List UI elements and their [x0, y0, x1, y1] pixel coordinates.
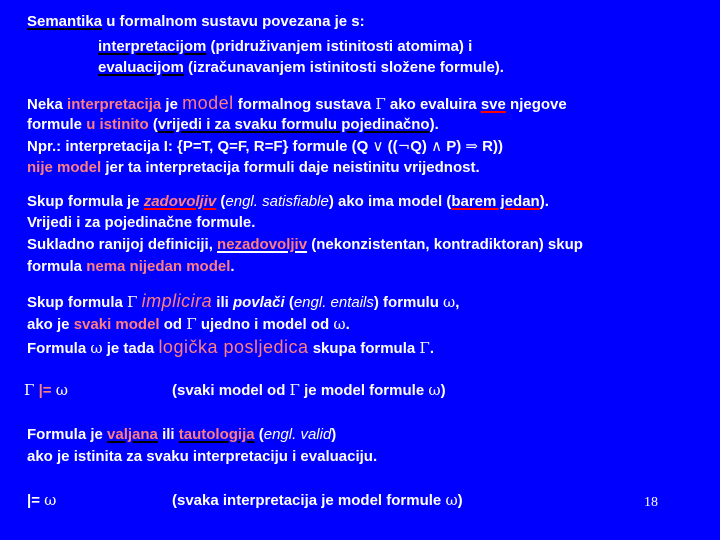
model-definition-line-2: formule u istinito (vrijedi i za svaku formulu pojedinačno).: [27, 116, 439, 133]
not-symbol: ¬: [397, 137, 411, 155]
semantics-heading-line: Semantika u formalnom sustavu povezana je s:: [27, 13, 365, 30]
logical-consequence-line: Formula ω je tada logička posljedica skupa formula Γ.: [27, 337, 434, 357]
interpretation-line: interpretacijom (pridruživanjem istinitosti atomima) i: [98, 38, 473, 55]
implies-symbol: ⇒: [465, 137, 478, 155]
term-sve: sve: [480, 96, 506, 113]
page-number: 18: [644, 495, 658, 510]
term-barem-jedan: barem jedan: [451, 193, 540, 210]
term-zadovoljiv: zadovoljiv: [143, 193, 217, 210]
term-semantika: Semantika: [27, 13, 103, 30]
term-nezadovoljiv: nezadovoljiv: [217, 236, 308, 253]
example-line: Npr.: interpretacija I: {P=T, Q=F, R=F} formule (Q ∨ ((¬Q) ∧ P) ⇒ R)): [27, 137, 503, 155]
unsatisfiable-line: Sukladno ranijoj definiciji, nezadovoljiv (nekonzistentan, kontradiktoran) skup: [27, 236, 583, 253]
term-evaluacijom: evaluacijom: [98, 59, 184, 76]
term-valjana: valjana: [107, 426, 158, 443]
model-definition-line-1: Neka interpretacija je model formalnog sustava Γ ako evaluira sve njegove: [27, 93, 567, 113]
true-for-all-line: ako je istinita za svaku interpretaciju i evaluaciju.: [27, 448, 378, 465]
not-model-line: nije model jer ta interpretacija formuli daje neistinitu vrijednost.: [27, 159, 480, 176]
every-model-line: ako je svaki model od Γ ujedno i model od ω.: [27, 315, 350, 333]
or-symbol: ∨: [372, 137, 384, 155]
term-interpretacijom: interpretacijom: [98, 38, 207, 55]
implies-line: Skup formula Γ implicira ili povlači (engl. entails) formulu ω,: [27, 291, 460, 311]
satisfiable-line: Skup formula je zadovoljiv (engl. satisfiable) ako ima model (barem jedan).: [27, 193, 549, 210]
term-logicka-posljedica: logička posljedica: [158, 337, 309, 357]
term-tautologija: tautologija: [178, 426, 255, 443]
validity-expression: |= ω: [27, 491, 57, 509]
and-symbol: ∧: [431, 137, 443, 155]
term-implicira: implicira: [141, 291, 213, 311]
term-model: model: [182, 93, 234, 113]
validity-explanation: (svaka interpretacija je model formule ω): [172, 491, 463, 509]
no-model-line: formula nema nijedan model.: [27, 258, 235, 275]
entailment-expression: Γ |= ω: [24, 381, 68, 399]
evaluation-line: evaluacijom (izračunavanjem istinitosti složene formule).: [98, 59, 504, 76]
entailment-explanation: (svaki model od Γ je model formule ω): [172, 381, 446, 399]
individual-formulas-line: Vrijedi i za pojedinačne formule.: [27, 214, 256, 231]
valid-line: Formula je valjana ili tautologija (engl. valid): [27, 426, 337, 443]
